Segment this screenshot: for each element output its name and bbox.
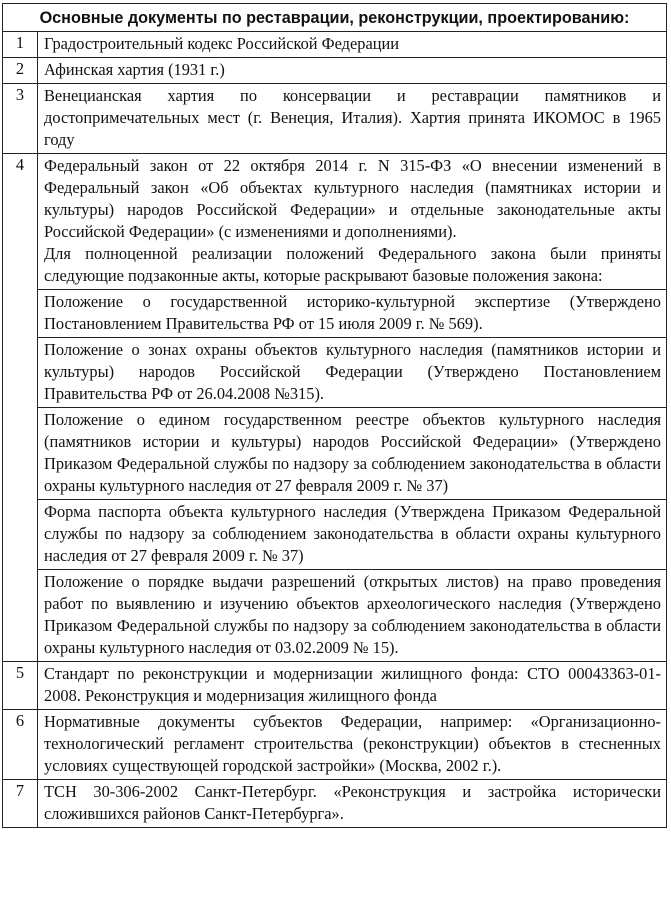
row-text-federal-law: Федеральный закон от 22 октября 2014 г. N 315-ФЗ «О внесении изменений в Федеральный закон «Об объектах культурного наследия (памятниках истории и культуры) народов Российской Федерации» и отдельные законодательные акты Российской Федерации» (с изменениями и дополнениями). Для полноценной реализации положений Федерального закона были приняты следующие подзаконные акты, которые раскрывают базовые положения закона: — [38, 154, 667, 290]
table-row — [3, 32, 667, 58]
row-number: 2 — [3, 58, 38, 84]
table-header: Основные документы по реставрации, реконструкции, проектированию: — [3, 4, 667, 32]
table-row — [3, 662, 667, 710]
row-text-protection-zones-regulation: Положение о зонах охраны объектов культурного наследия (памятников истории и культуры) народов Российской Федерации (Утверждено Постановлением Правительства РФ от 26.04.2008 №315). — [38, 338, 667, 408]
row-number: 4 — [3, 154, 38, 662]
row-number: 5 — [3, 662, 38, 710]
row-text-permits-regulation: Положение о порядке выдачи разрешений (открытых листов) на право проведения работ по выявлению и изучению объектов археологического наследия (Утверждено Приказом Федеральной службы по надзору за соблюдением законодательства в области охраны культурного наследия от 03.02.2009 № 15). — [38, 570, 667, 662]
row-text-passport-form: Форма паспорта объекта культурного наследия (Утверждена Приказом Федеральной службы по надзору за соблюдением законодательства в области охраны культурного наследия от 27 февраля 2009 г. № 37) — [38, 500, 667, 570]
row-text: Градостроительный кодекс Российской Федерации — [38, 32, 667, 58]
table-row — [3, 710, 667, 780]
table-row — [3, 84, 667, 154]
row-text-registry-regulation: Положение о едином государственном реестре объектов культурного наследия (памятников истории и культуры) народов Российской Федерации» (Утверждено Приказом Федеральной службы по надзору за соблюдением законодательства в области охраны культурного наследия от 27 февраля 2009 г. № 37) — [38, 408, 667, 500]
row-number: 3 — [3, 84, 38, 154]
row-text: Стандарт по реконструкции и модернизации жилищного фонда: СТО 00043363-01-2008. Реконструкция и модернизация жилищного фонда — [38, 662, 667, 710]
table-subrow — [3, 408, 667, 500]
table-row — [3, 154, 667, 290]
table-subrow — [3, 338, 667, 408]
table-subrow — [3, 500, 667, 570]
row-number: 6 — [3, 710, 38, 780]
row-text: ТСН 30-306-2002 Санкт-Петербург. «Реконструкция и застройка исторически сложившихся районов Санкт-Петербурга». — [38, 780, 667, 828]
row-number: 7 — [3, 780, 38, 828]
row-text: Афинская хартия (1931 г.) — [38, 58, 667, 84]
table-header-row — [3, 4, 667, 32]
table-row — [3, 58, 667, 84]
row-text: Венецианская хартия по консервации и реставрации памятников и достопримечательных мест (г. Венеция, Италия). Хартия принята ИКОМОС в 1965 году — [38, 84, 667, 154]
row-text: Нормативные документы субъектов Федерации, например: «Организационно-технологический регламент строительства (реконструкции) объектов в стесненных условиях существующей городской застройки» (Москва, 2002 г.). — [38, 710, 667, 780]
table-subrow — [3, 570, 667, 662]
table-row — [3, 780, 667, 828]
row-number: 1 — [3, 32, 38, 58]
row-text-expertise-regulation: Положение о государственной историко-культурной экспертизе (Утверждено Постановлением Правительства РФ от 15 июля 2009 г. № 569). — [38, 290, 667, 338]
table-subrow — [3, 290, 667, 338]
documents-table — [2, 3, 667, 828]
